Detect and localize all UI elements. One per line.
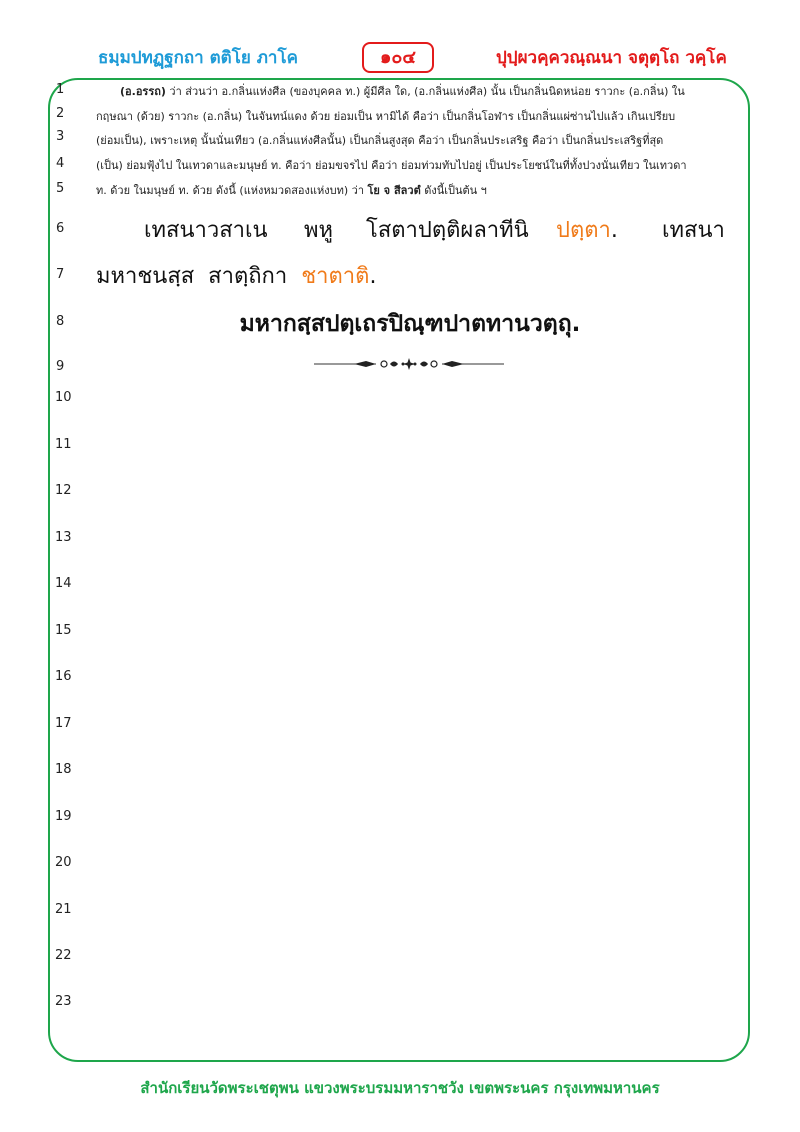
- line-number: 5: [56, 181, 65, 196]
- line-number: 12: [55, 483, 72, 498]
- line-number: 23: [55, 994, 72, 1009]
- chapter-title: ปุปฺผวคฺควณฺณนา จตุตฺโถ วคฺโค: [496, 48, 727, 68]
- ornamental-divider-icon: [314, 356, 504, 372]
- line-number: 18: [55, 762, 72, 777]
- line-number: 11: [55, 437, 72, 452]
- pali-word: พหู: [304, 218, 334, 243]
- book-title: ธมฺมปทฏฺฐกถา ตติโย ภาโค: [98, 48, 298, 68]
- line-number: 21: [55, 902, 72, 917]
- line-number: 14: [55, 576, 72, 591]
- commentary-text: ว่า ส่วนว่า อ.กลิ่นแห่งศีล (ของบุคคล ท.) ผู้มีศีล ใด, (อ.กลิ่นแห่งศีล) นั้น เป็นกลิ่นนิดหน่อย ราวกะ (อ.กลิ่น) ใน: [165, 85, 685, 98]
- page-number: ๑๐๔: [362, 42, 434, 73]
- commentary-line: [96, 82, 724, 100]
- line-number: 7: [56, 267, 65, 282]
- commentary-line: กฤษณา (ด้วย) ราวกะ (อ.กลิ่น) ในจันทน์แดง ด้วย ย่อมเป็น หามิได้ คือว่า เป็นกลิ่นโอฬาร เป็นกลิ่นแผ่ซ่านไปแล้ว เกินเปรียบ: [96, 110, 676, 123]
- line-number: 10: [55, 390, 72, 405]
- commentary-text: ดังนี้เป็นต้น ฯ: [420, 184, 487, 197]
- commentary-line: (ย่อมเป็น), เพราะเหตุ นั้นนั่นเทียว (อ.กลิ่นแห่งศีลนั้น) เป็นกลิ่นสูงสุด คือว่า เป็นกลิ่นประเสริฐ คือว่า เป็นกลิ่นประเสริฐที่สุด: [96, 134, 664, 147]
- line-number: 19: [55, 809, 72, 824]
- line-number: 20: [55, 855, 72, 870]
- line-number: 1: [56, 82, 65, 97]
- line-number: 6: [56, 221, 65, 236]
- pali-word-highlight: ชาตาติ: [301, 264, 370, 289]
- line-number: 16: [55, 669, 72, 684]
- pali-word-highlight: ปตฺตา.: [556, 218, 618, 243]
- commentary-term: โย จ สีลวตํ: [367, 184, 421, 197]
- commentary-line: (เป็น) ย่อมฟุ้งไป ในเทวดาและมนุษย์ ท. คือว่า ย่อมขจรไป คือว่า ย่อมท่วมทับไปอยู่ เป็นประโยชน์ในที่ทั้งปวงนั่นเทียว ในเทวดา: [96, 159, 687, 172]
- line-number: 17: [55, 716, 72, 731]
- commentary-text: ท. ด้วย ในมนุษย์ ท. ด้วย ดังนี้ (แห่งหมวดสองแห่งบท) ว่า: [96, 184, 368, 197]
- pali-word: โสตาปตฺติผลาทีนิ: [366, 218, 529, 243]
- pali-line: [96, 258, 376, 293]
- pali-word: เทสนา: [662, 218, 725, 243]
- line-number: 22: [55, 948, 72, 963]
- line-number: 9: [56, 359, 65, 374]
- commentary-term: (อ.อรรถ): [120, 85, 166, 98]
- pali-word: เทสนาวสาเน: [144, 218, 268, 243]
- pali-text: .: [369, 264, 377, 289]
- footer-institution: สำนักเรียนวัดพระเชตุพน แขวงพระบรมมหาราชวัง เขตพระนคร กรุงเทพมหานคร: [140, 1079, 660, 1097]
- commentary-line: [96, 181, 724, 199]
- line-number: 8: [56, 314, 65, 329]
- line-number: 15: [55, 623, 72, 638]
- line-number: 13: [55, 530, 72, 545]
- story-title: มหากสฺสปตฺเถรปิณฺฑปาตทานวตฺถุ.: [239, 311, 581, 337]
- line-number: 2: [56, 106, 65, 121]
- line-number: 4: [56, 156, 65, 171]
- line-number: 3: [56, 129, 65, 144]
- pali-text: มหาชนสฺส สาตฺถิกา: [96, 264, 302, 289]
